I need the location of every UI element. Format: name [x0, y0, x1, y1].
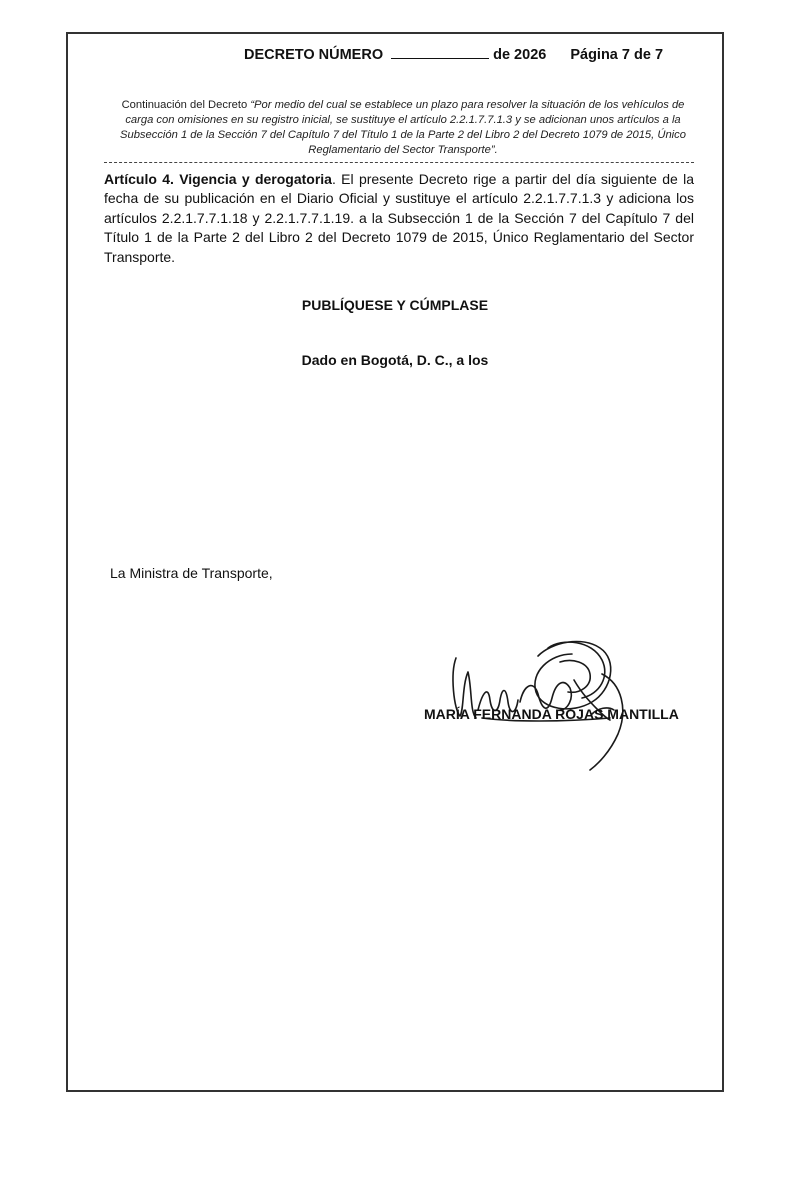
- decree-title: “Por medio del cual se establece un plazo para resolver la situación de los vehículos de carga con omisiones en su registro inicial, se sustituye el artículo 2.2.1.7.7.1.3 y se adicionan unos artículos a la Subsección 1 de la Sección 7 del Capítulo 7 del Título 1 de la Parte 2 del Libro 2 del Decreto 1079 de 2015, Único Reglamentario del Sector Transporte”.: [120, 99, 686, 156]
- article-heading: Artículo 4. Vigencia y derogatoria: [104, 171, 332, 187]
- decree-number-label: DECRETO NÚMERO: [244, 47, 384, 63]
- signatory-name: MARÍA FERNANDA ROJAS MANTILLA: [424, 706, 679, 722]
- document-page: [66, 32, 724, 1092]
- decree-year: de 2026: [493, 47, 547, 63]
- dado-en-line: Dado en Bogotá, D. C., a los: [301, 352, 489, 368]
- article-4: [104, 170, 694, 267]
- signatory-role: La Ministra de Transporte,: [110, 565, 273, 581]
- publiquese-heading: PUBLÍQUESE Y CÚMPLASE: [301, 297, 489, 313]
- decree-header: [244, 46, 663, 63]
- continuation-prefix: Continuación del Decreto: [121, 99, 248, 111]
- continuation-note: [108, 98, 698, 158]
- dashed-divider: [104, 162, 694, 163]
- page-number: Página 7 de 7: [570, 47, 664, 63]
- article-body: . El presente Decreto rige a partir del día siguiente de la fecha de su publicación en el Diario Oficial y sustituye el artículo 2.2.1.7.7.1.3 y adiciona los artículos 2.2.1.7.7.1.18 y 2.2.1.7.7.1.19. a la Subsección 1 de la Sección 7 del Capítulo 7 del Título 1 de la Parte 2 del Libro 2 del Decreto 1079 de 2015, Único Reglamentario del Sector Transporte.: [104, 171, 694, 265]
- handwritten-signature: [442, 614, 652, 774]
- decree-number-blank: [391, 46, 489, 59]
